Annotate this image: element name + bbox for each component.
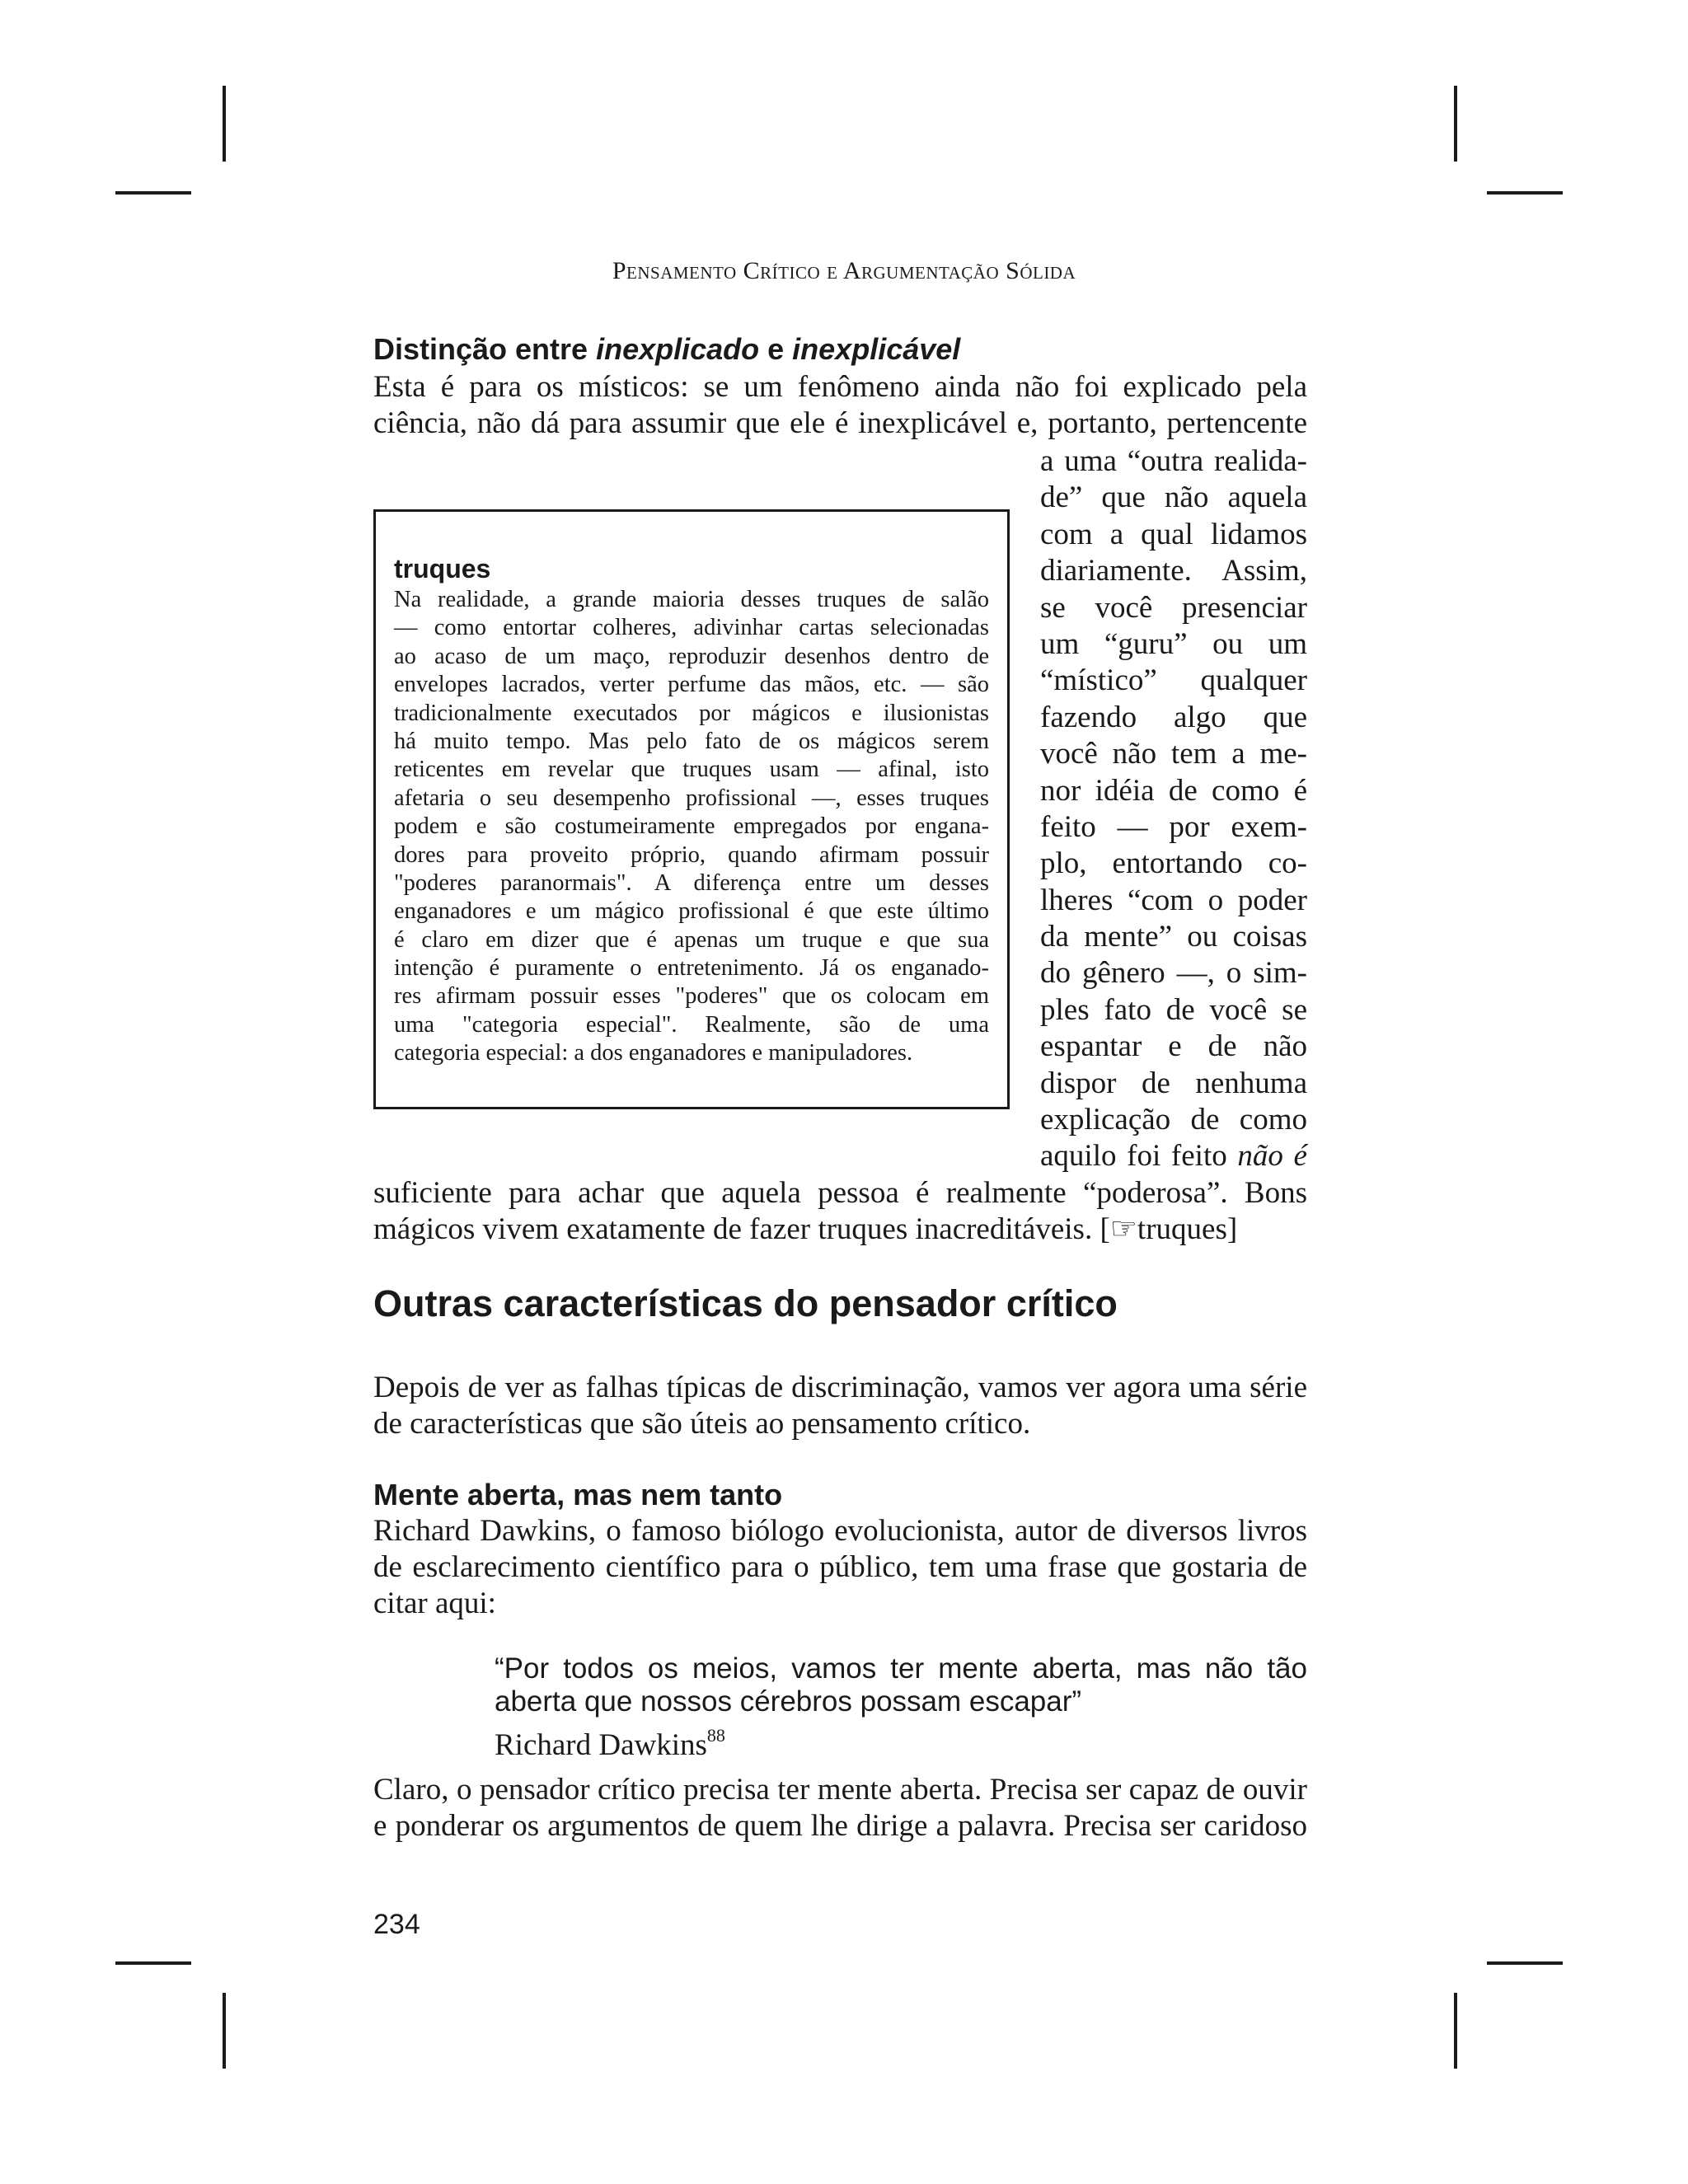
crop-mark-top-left-horizontal bbox=[115, 191, 191, 194]
text-line: de características que são úteis ao pensamento crítico. bbox=[373, 1407, 1031, 1441]
text-line: você não tem a me- bbox=[1040, 737, 1307, 771]
text-line: ples fato de você se bbox=[1040, 992, 1307, 1027]
text-line: ciência, não dá para assumir que ele é inexplicável e, portanto, pertencente bbox=[373, 406, 1307, 440]
sidebar-line: podem e são costumeiramente empregados por engana- bbox=[394, 813, 989, 840]
sidebar-line: enganadores e um mágico profissional é que este último bbox=[394, 898, 989, 925]
sidebar-line: uma "categoria especial". Realmente, são de uma bbox=[394, 1011, 989, 1038]
text-line: feito — por exem- bbox=[1040, 809, 1307, 844]
text-line: nor idéia de como é bbox=[1040, 773, 1307, 808]
text-line: de” que não aquela bbox=[1040, 480, 1307, 515]
sidebar-line: afetaria o seu desempenho profissional —, esses truques bbox=[394, 785, 989, 811]
emphasis-text: não é bbox=[1237, 1139, 1307, 1174]
sidebar-line: Na realidade, a grande maioria desses truques de salão bbox=[394, 587, 989, 612]
crop-mark-bottom-left-horizontal bbox=[115, 1961, 191, 1965]
sidebar-body bbox=[394, 586, 989, 1068]
text-line: plo, entortando co- bbox=[1040, 846, 1307, 881]
crop-mark-top-left-vertical bbox=[223, 86, 226, 162]
text-line: com a qual lidamos bbox=[1040, 517, 1307, 551]
running-header: Pensamento Crítico e Argumentação Sólida bbox=[612, 257, 1076, 284]
heading-prefix: Distinção entre bbox=[373, 332, 597, 366]
crop-mark-bottom-right-horizontal bbox=[1487, 1961, 1563, 1965]
text-line bbox=[1040, 1138, 1307, 1174]
heading-mid: e bbox=[759, 332, 793, 366]
text-line: de esclarecimento científico para o público, tem uma frase que gostaria de bbox=[373, 1550, 1307, 1584]
sidebar-box bbox=[373, 509, 1010, 1109]
wrapped-text-column bbox=[1040, 443, 1307, 1175]
text-line: “místico” qualquer bbox=[1040, 663, 1307, 698]
text-line: a uma “outra realida- bbox=[1040, 444, 1307, 478]
sidebar-line: tradicionalmente executados por mágicos e ilusionistas bbox=[394, 700, 989, 726]
text-fragment: aquilo foi feito bbox=[1040, 1139, 1238, 1174]
text-line: Claro, o pensador crítico precisa ter mente aberta. Precisa ser capaz de ouvir bbox=[373, 1773, 1307, 1807]
text-line: do gênero —, o sim- bbox=[1040, 956, 1307, 991]
sidebar-title: truques bbox=[394, 554, 491, 583]
text-line: mágicos vivem exatamente de fazer truques inacreditáveis. [☞truques] bbox=[373, 1212, 1238, 1246]
section3-intro bbox=[373, 1513, 1307, 1622]
sidebar-line: — como entortar colheres, adivinhar cartas selecionadas bbox=[394, 615, 989, 641]
quote-line: aberta que nossos cérebros possam escapar” bbox=[495, 1685, 1082, 1718]
blockquote bbox=[495, 1652, 1307, 1763]
text-line: da mente” ou coisas bbox=[1040, 920, 1307, 954]
sidebar-line: categoria especial: a dos enganadores e manipuladores. bbox=[394, 1040, 913, 1066]
sidebar-line: reticentes em revelar que truques usam — afinal, isto bbox=[394, 757, 989, 783]
text-line: se você presenciar bbox=[1040, 590, 1307, 625]
intro-paragraph bbox=[373, 369, 1307, 442]
crop-mark-bottom-right-vertical bbox=[1454, 1993, 1457, 2069]
sidebar-line: ao acaso de um maço, reproduzir desenhos dentro de bbox=[394, 643, 989, 669]
crop-mark-top-right-vertical bbox=[1454, 86, 1457, 162]
text-line: diariamente. Assim, bbox=[1040, 554, 1307, 588]
sidebar-line: é claro em dizer que é apenas um truque e que sua bbox=[394, 926, 989, 953]
crop-mark-top-right-horizontal bbox=[1487, 191, 1563, 194]
text-line: Esta é para os místicos: se um fenômeno ainda não foi explicado pela bbox=[373, 370, 1307, 404]
section3-closing bbox=[373, 1772, 1307, 1844]
sidebar-line: res afirmam possuir esses "poderes" que os colocam em bbox=[394, 983, 989, 1010]
sidebar-line: "poderes paranormais". A diferença entre um desses bbox=[394, 869, 989, 896]
section-critical-thinker bbox=[373, 1281, 1307, 1442]
subsection-heading: Mente aberta, mas nem tanto bbox=[373, 1478, 783, 1511]
text-line: espantar e de não bbox=[1040, 1029, 1307, 1064]
crop-mark-bottom-left-vertical bbox=[223, 1993, 226, 2069]
text-line: Depois de ver as falhas típicas de discriminação, vamos ver agora uma série bbox=[373, 1371, 1307, 1404]
sidebar-line: envelopes lacrados, verter perfume das mãos, etc. — são bbox=[394, 672, 989, 698]
text-line: e ponderar os argumentos de quem lhe dirige a palavra. Precisa ser caridoso bbox=[373, 1809, 1307, 1843]
sidebar-line: dores para proveito próprio, quando afirmam possuir bbox=[394, 841, 989, 868]
subsection-heading bbox=[373, 331, 1307, 368]
quote-attribution bbox=[495, 1718, 1307, 1763]
section1-closing bbox=[373, 1175, 1307, 1248]
text-line: citar aqui: bbox=[373, 1586, 496, 1620]
text-line: explicação de como bbox=[1040, 1103, 1307, 1137]
quote-text bbox=[495, 1652, 1307, 1718]
text-line: um “guru” ou um bbox=[1040, 626, 1307, 661]
section2-intro bbox=[373, 1370, 1307, 1442]
text-line: suficiente para achar que aquela pessoa é realmente “poderosa”. Bons bbox=[373, 1176, 1307, 1210]
page-number: 234 bbox=[373, 1909, 420, 1940]
text-line: Richard Dawkins, o famoso biólogo evolucionista, autor de diversos livros bbox=[373, 1514, 1307, 1548]
text-line: dispor de nenhuma bbox=[1040, 1066, 1307, 1100]
heading-term-inexplicable: inexplicável bbox=[792, 332, 961, 366]
section-unexplained bbox=[373, 331, 1307, 442]
text-line: fazendo algo que bbox=[1040, 700, 1307, 734]
text-line: lheres “com o poder bbox=[1040, 883, 1307, 917]
heading-term-unexplained: inexplicado bbox=[596, 332, 760, 366]
footnote-reference[interactable]: 88 bbox=[706, 1725, 725, 1746]
sidebar-line: há muito tempo. Mas pelo fato de os mágicos serem bbox=[394, 728, 989, 754]
quote-author: Richard Dawkins bbox=[495, 1728, 707, 1762]
section-open-mind bbox=[373, 1477, 1307, 1622]
quote-line: “Por todos os meios, vamos ter mente aberta, mas não tão bbox=[495, 1652, 1307, 1685]
sidebar-line: intenção é puramente o entretenimento. Já os enganado- bbox=[394, 955, 989, 982]
section-heading: Outras características do pensador crítico bbox=[373, 1282, 1118, 1324]
